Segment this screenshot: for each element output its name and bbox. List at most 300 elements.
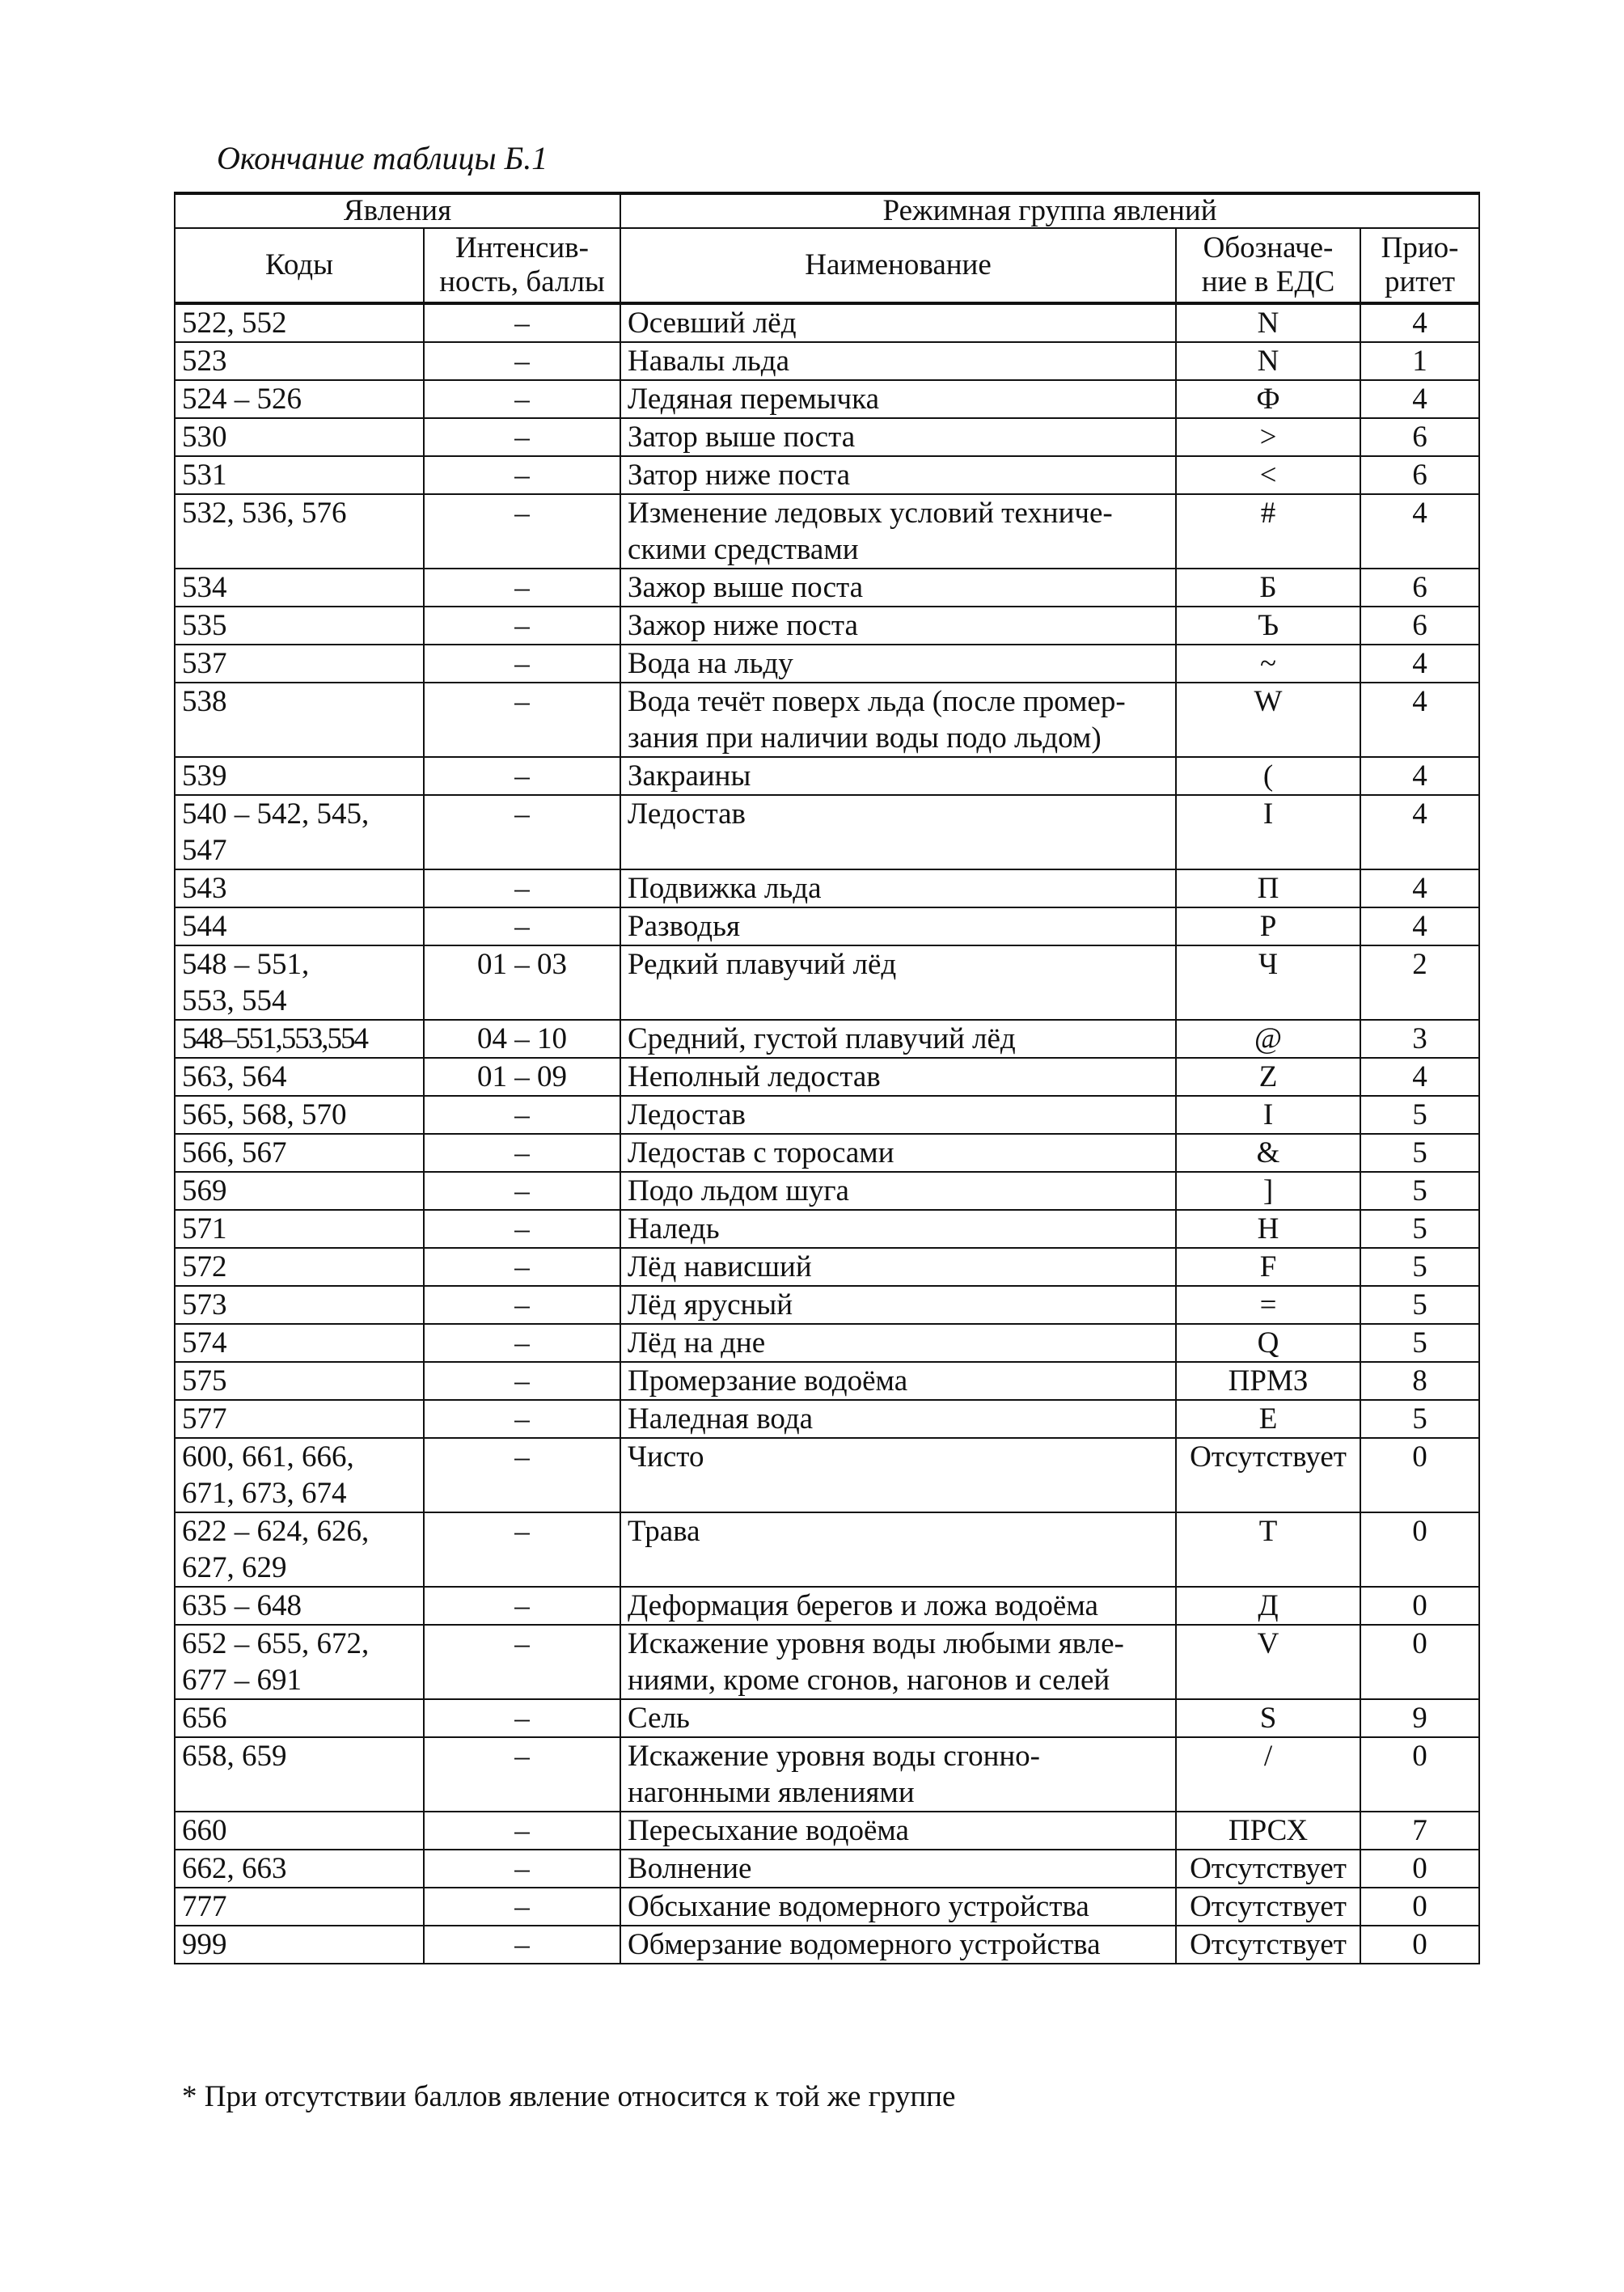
intensity-cell-line: 04 – 10 bbox=[477, 1022, 567, 1055]
symbol-cell bbox=[1176, 645, 1360, 683]
name-cell bbox=[620, 1850, 1176, 1888]
code-cell bbox=[175, 1512, 424, 1587]
code-cell bbox=[175, 1248, 424, 1286]
code-cell-line: 537 bbox=[182, 647, 227, 680]
intensity-cell bbox=[424, 1926, 620, 1964]
intensity-cell bbox=[424, 1812, 620, 1850]
intensity-cell bbox=[424, 1737, 620, 1812]
code-cell bbox=[175, 1210, 424, 1248]
symbol-cell bbox=[1176, 1512, 1360, 1587]
name-cell bbox=[620, 1058, 1176, 1096]
name-cell-line: Зажор выше поста bbox=[628, 571, 864, 604]
priority-cell-line: 5 bbox=[1412, 1212, 1427, 1245]
intensity-cell bbox=[424, 1625, 620, 1699]
symbol-cell-line: Отсутствует bbox=[1190, 1440, 1347, 1474]
symbol-cell-line: Z bbox=[1258, 1060, 1278, 1093]
symbol-cell bbox=[1176, 945, 1360, 1020]
priority-cell bbox=[1360, 1512, 1479, 1587]
symbol-cell bbox=[1176, 1888, 1360, 1926]
intensity-cell bbox=[424, 607, 620, 645]
name-cell-line: Зажор ниже поста bbox=[628, 609, 858, 642]
priority-cell-line: 5 bbox=[1412, 1174, 1427, 1207]
code-cell-line: 777 bbox=[182, 1890, 227, 1923]
header-phenomena: Явления bbox=[175, 193, 620, 228]
code-cell-line: 671, 673, 674 bbox=[182, 1477, 347, 1510]
symbol-cell bbox=[1176, 342, 1360, 380]
priority-cell-line: 0 bbox=[1412, 1890, 1427, 1923]
priority-cell-line: 0 bbox=[1412, 1740, 1427, 1773]
name-cell bbox=[620, 795, 1176, 869]
intensity-cell bbox=[424, 1850, 620, 1888]
name-cell bbox=[620, 1134, 1176, 1172]
symbol-cell bbox=[1176, 907, 1360, 945]
symbol-cell-line: > bbox=[1259, 421, 1277, 454]
name-cell-line: Ледостав bbox=[628, 797, 746, 831]
code-cell-line: 544 bbox=[182, 910, 227, 943]
code-cell bbox=[175, 757, 424, 795]
code-cell bbox=[175, 1096, 424, 1134]
symbol-cell-line: I bbox=[1262, 797, 1274, 831]
symbol-cell-line: ПРСХ bbox=[1228, 1814, 1309, 1847]
priority-cell-line: 5 bbox=[1412, 1136, 1427, 1169]
name-cell-line: Лёд нависший bbox=[628, 1250, 812, 1283]
symbol-cell bbox=[1176, 1058, 1360, 1096]
intensity-cell bbox=[424, 1096, 620, 1134]
name-cell bbox=[620, 1248, 1176, 1286]
table-caption: Окончание таблицы Б.1 bbox=[217, 140, 548, 176]
name-cell-line: Волнение bbox=[628, 1852, 752, 1885]
priority-cell bbox=[1360, 1020, 1479, 1058]
intensity-cell-line: – bbox=[514, 647, 530, 680]
header-priority-line1: Прио- bbox=[1381, 231, 1459, 264]
table-row bbox=[175, 1587, 1479, 1625]
symbol-cell-line: ] bbox=[1262, 1174, 1274, 1207]
name-cell-line: Ледостав с торосами bbox=[628, 1136, 894, 1169]
priority-cell-line: 4 bbox=[1412, 307, 1427, 340]
symbol-cell bbox=[1176, 1438, 1360, 1512]
code-cell-line: 600, 661, 666, bbox=[182, 1440, 354, 1474]
priority-cell-line: 8 bbox=[1412, 1364, 1427, 1398]
name-cell bbox=[620, 1210, 1176, 1248]
name-cell-line: Чисто bbox=[628, 1440, 704, 1474]
header-intensity bbox=[424, 228, 620, 303]
table-row bbox=[175, 1324, 1479, 1362]
intensity-cell bbox=[424, 1058, 620, 1096]
table-row bbox=[175, 1400, 1479, 1438]
priority-cell bbox=[1360, 1400, 1479, 1438]
priority-cell-line: 6 bbox=[1412, 459, 1427, 492]
symbol-cell-line: Б bbox=[1259, 571, 1277, 604]
name-cell bbox=[620, 494, 1176, 569]
priority-cell bbox=[1360, 494, 1479, 569]
priority-cell bbox=[1360, 795, 1479, 869]
name-cell-line: Наледь bbox=[628, 1212, 720, 1245]
code-cell-line: 563, 564 bbox=[182, 1060, 287, 1093]
intensity-cell-line: – bbox=[514, 307, 530, 340]
priority-cell-line: 4 bbox=[1412, 759, 1427, 793]
symbol-cell-line: Ф bbox=[1256, 383, 1280, 416]
priority-cell bbox=[1360, 1362, 1479, 1400]
table-row bbox=[175, 1286, 1479, 1324]
priority-cell-line: 6 bbox=[1412, 609, 1427, 642]
name-cell-line: Трава bbox=[628, 1515, 700, 1548]
intensity-cell bbox=[424, 1587, 620, 1625]
header-priority-line2: ритет bbox=[1384, 265, 1456, 298]
code-cell-line: 571 bbox=[182, 1212, 227, 1245]
priority-cell bbox=[1360, 869, 1479, 907]
intensity-cell-line: – bbox=[514, 1589, 530, 1622]
priority-cell-line: 4 bbox=[1412, 383, 1427, 416]
priority-cell bbox=[1360, 683, 1479, 757]
priority-cell bbox=[1360, 569, 1479, 607]
code-cell-line: 658, 659 bbox=[182, 1740, 287, 1773]
name-cell bbox=[620, 1737, 1176, 1812]
code-cell-line: 627, 629 bbox=[182, 1551, 287, 1584]
name-cell-line: Сель bbox=[628, 1702, 690, 1735]
code-cell bbox=[175, 494, 424, 569]
table-row bbox=[175, 1172, 1479, 1210]
priority-cell-line: 9 bbox=[1412, 1702, 1427, 1735]
name-cell bbox=[620, 418, 1176, 456]
code-cell-line: 532, 536, 576 bbox=[182, 497, 347, 530]
intensity-cell bbox=[424, 1020, 620, 1058]
table-row bbox=[175, 945, 1479, 1020]
intensity-cell-line: – bbox=[514, 1440, 530, 1474]
code-cell-line: 524 – 526 bbox=[182, 383, 302, 416]
table-row bbox=[175, 1058, 1479, 1096]
priority-cell bbox=[1360, 1210, 1479, 1248]
table-row bbox=[175, 1737, 1479, 1812]
name-cell bbox=[620, 456, 1176, 494]
intensity-cell bbox=[424, 1286, 620, 1324]
code-cell-line: 553, 554 bbox=[182, 984, 287, 1017]
symbol-cell bbox=[1176, 303, 1360, 342]
priority-cell-line: 4 bbox=[1412, 797, 1427, 831]
name-cell-line: Разводья bbox=[628, 910, 741, 943]
symbol-cell bbox=[1176, 456, 1360, 494]
intensity-cell bbox=[424, 380, 620, 418]
intensity-cell-line: 01 – 09 bbox=[477, 1060, 567, 1093]
header-name: Наименование bbox=[620, 228, 1176, 303]
priority-cell bbox=[1360, 342, 1479, 380]
table-row bbox=[175, 569, 1479, 607]
code-cell-line: 656 bbox=[182, 1702, 227, 1735]
symbol-cell bbox=[1176, 1587, 1360, 1625]
priority-cell bbox=[1360, 1888, 1479, 1926]
name-cell-line: Изменение ледовых условий техниче- bbox=[628, 497, 1113, 530]
intensity-cell bbox=[424, 945, 620, 1020]
code-cell bbox=[175, 1850, 424, 1888]
priority-cell bbox=[1360, 418, 1479, 456]
table-row bbox=[175, 1248, 1479, 1286]
table-row bbox=[175, 342, 1479, 380]
intensity-cell bbox=[424, 907, 620, 945]
name-cell-line: Вода на льду bbox=[628, 647, 793, 680]
symbol-cell-line: Ч bbox=[1258, 948, 1279, 981]
symbol-cell bbox=[1176, 1362, 1360, 1400]
symbol-cell-line: / bbox=[1263, 1740, 1273, 1773]
symbol-cell-line: П bbox=[1257, 872, 1279, 905]
code-cell bbox=[175, 1020, 424, 1058]
symbol-cell bbox=[1176, 1737, 1360, 1812]
code-cell-line: 660 bbox=[182, 1814, 227, 1847]
name-cell bbox=[620, 1324, 1176, 1362]
code-cell-line: 548–551,553,554 bbox=[182, 1022, 367, 1055]
code-cell-line: 530 bbox=[182, 421, 227, 454]
intensity-cell-line: – bbox=[514, 1702, 530, 1735]
symbol-cell-line: < bbox=[1259, 459, 1277, 492]
symbol-cell-line: Д bbox=[1258, 1589, 1279, 1622]
symbol-cell bbox=[1176, 1850, 1360, 1888]
name-cell bbox=[620, 1587, 1176, 1625]
code-cell-line: 547 bbox=[182, 834, 227, 867]
name-cell bbox=[620, 1812, 1176, 1850]
priority-cell-line: 1 bbox=[1412, 345, 1427, 378]
code-cell bbox=[175, 1286, 424, 1324]
name-cell-line: Подвижка льда bbox=[628, 872, 822, 905]
table-row bbox=[175, 645, 1479, 683]
name-cell bbox=[620, 1926, 1176, 1964]
name-cell bbox=[620, 1625, 1176, 1699]
name-cell bbox=[620, 1286, 1176, 1324]
symbol-cell bbox=[1176, 607, 1360, 645]
intensity-cell-line: – bbox=[514, 759, 530, 793]
table-row bbox=[175, 1926, 1479, 1964]
table-row bbox=[175, 303, 1479, 342]
name-cell-line: Вода течёт поверх льда (после промер- bbox=[628, 685, 1126, 718]
table-row bbox=[175, 869, 1479, 907]
code-cell bbox=[175, 1172, 424, 1210]
intensity-cell-line: – bbox=[514, 1852, 530, 1885]
name-cell-line: Навалы льда bbox=[628, 345, 790, 378]
table-row bbox=[175, 683, 1479, 757]
table-row bbox=[175, 795, 1479, 869]
code-cell-line: 538 bbox=[182, 685, 227, 718]
intensity-cell-line: – bbox=[514, 497, 530, 530]
symbol-cell bbox=[1176, 757, 1360, 795]
code-cell-line: 677 – 691 bbox=[182, 1664, 302, 1697]
code-cell bbox=[175, 1587, 424, 1625]
code-cell bbox=[175, 1888, 424, 1926]
table-row bbox=[175, 1096, 1479, 1134]
name-cell bbox=[620, 607, 1176, 645]
symbol-cell bbox=[1176, 1020, 1360, 1058]
code-cell-line: 531 bbox=[182, 459, 227, 492]
name-cell bbox=[620, 342, 1176, 380]
priority-cell-line: 6 bbox=[1412, 421, 1427, 454]
code-cell bbox=[175, 1362, 424, 1400]
priority-cell-line: 2 bbox=[1412, 948, 1427, 981]
priority-cell-line: 0 bbox=[1412, 1440, 1427, 1474]
symbol-cell-line: ~ bbox=[1260, 647, 1277, 680]
intensity-cell bbox=[424, 569, 620, 607]
table-row bbox=[175, 907, 1479, 945]
priority-cell bbox=[1360, 1096, 1479, 1134]
symbol-cell bbox=[1176, 418, 1360, 456]
name-cell-line: Затор ниже поста bbox=[628, 459, 850, 492]
priority-cell bbox=[1360, 456, 1479, 494]
name-cell-line: Осевший лёд bbox=[628, 307, 797, 340]
symbol-cell bbox=[1176, 1286, 1360, 1324]
code-cell bbox=[175, 607, 424, 645]
code-cell bbox=[175, 303, 424, 342]
footnote: * При отсутствии баллов явление относится к той же группе bbox=[182, 2080, 956, 2113]
code-cell bbox=[175, 569, 424, 607]
name-cell bbox=[620, 757, 1176, 795]
code-cell bbox=[175, 1134, 424, 1172]
code-cell bbox=[175, 1400, 424, 1438]
symbol-cell bbox=[1176, 1400, 1360, 1438]
priority-cell-line: 4 bbox=[1412, 647, 1427, 680]
name-cell bbox=[620, 1699, 1176, 1737]
intensity-cell-line: – bbox=[514, 1250, 530, 1283]
intensity-cell-line: – bbox=[514, 383, 530, 416]
code-cell-line: 573 bbox=[182, 1288, 227, 1321]
name-cell-line: Лёд на дне bbox=[628, 1326, 766, 1360]
table-row bbox=[175, 1625, 1479, 1699]
header-intensity-line2: ность, баллы bbox=[439, 265, 605, 298]
intensity-cell-line: – bbox=[514, 459, 530, 492]
code-cell-line: 548 – 551, bbox=[182, 948, 310, 981]
table-row bbox=[175, 418, 1479, 456]
symbol-cell-line: N bbox=[1257, 307, 1279, 340]
header-symbol-line2: ние в ЕДС bbox=[1201, 265, 1335, 298]
intensity-cell-line: – bbox=[514, 571, 530, 604]
table-row bbox=[175, 1134, 1479, 1172]
name-cell-line: Лёд ярусный bbox=[628, 1288, 793, 1321]
intensity-cell bbox=[424, 303, 620, 342]
name-cell bbox=[620, 869, 1176, 907]
priority-cell-line: 5 bbox=[1412, 1326, 1427, 1360]
code-cell bbox=[175, 342, 424, 380]
table-row bbox=[175, 494, 1479, 569]
symbol-cell-line: = bbox=[1259, 1288, 1277, 1321]
symbol-cell-line: E bbox=[1258, 1402, 1278, 1436]
priority-cell-line: 4 bbox=[1412, 872, 1427, 905]
header-symbol bbox=[1176, 228, 1360, 303]
header-column-row bbox=[175, 228, 1479, 303]
code-cell bbox=[175, 1699, 424, 1737]
intensity-cell-line: – bbox=[514, 910, 530, 943]
symbol-cell bbox=[1176, 569, 1360, 607]
intensity-cell-line: – bbox=[514, 345, 530, 378]
intensity-cell-line: – bbox=[514, 1364, 530, 1398]
name-cell bbox=[620, 683, 1176, 757]
name-cell bbox=[620, 1438, 1176, 1512]
priority-cell-line: 4 bbox=[1412, 497, 1427, 530]
symbol-cell bbox=[1176, 1096, 1360, 1134]
table-row bbox=[175, 1020, 1479, 1058]
table-row bbox=[175, 1210, 1479, 1248]
code-cell-line: 572 bbox=[182, 1250, 227, 1283]
code-cell bbox=[175, 683, 424, 757]
code-cell-line: 566, 567 bbox=[182, 1136, 287, 1169]
name-cell bbox=[620, 645, 1176, 683]
code-cell-line: 575 bbox=[182, 1364, 227, 1398]
header-regime-group: Режимная группа явлений bbox=[620, 193, 1479, 228]
symbol-cell-line: F bbox=[1259, 1250, 1277, 1283]
intensity-cell-line: 01 – 03 bbox=[477, 948, 567, 981]
code-cell-line: 574 bbox=[182, 1326, 227, 1360]
name-cell bbox=[620, 945, 1176, 1020]
table-row bbox=[175, 1850, 1479, 1888]
priority-cell bbox=[1360, 1058, 1479, 1096]
name-cell bbox=[620, 569, 1176, 607]
table-row bbox=[175, 456, 1479, 494]
intensity-cell bbox=[424, 494, 620, 569]
table-row bbox=[175, 607, 1479, 645]
code-cell-line: 577 bbox=[182, 1402, 227, 1436]
name-cell-line: скими средствами bbox=[628, 533, 859, 566]
priority-cell bbox=[1360, 1587, 1479, 1625]
symbol-cell bbox=[1176, 869, 1360, 907]
priority-cell-line: 4 bbox=[1412, 685, 1427, 718]
code-cell bbox=[175, 645, 424, 683]
priority-cell bbox=[1360, 1438, 1479, 1512]
table-row bbox=[175, 1699, 1479, 1737]
priority-cell bbox=[1360, 303, 1479, 342]
code-cell bbox=[175, 380, 424, 418]
symbol-cell bbox=[1176, 1812, 1360, 1850]
priority-cell bbox=[1360, 907, 1479, 945]
intensity-cell bbox=[424, 1134, 620, 1172]
intensity-cell bbox=[424, 869, 620, 907]
name-cell bbox=[620, 1400, 1176, 1438]
phenomena-table bbox=[174, 192, 1480, 1964]
intensity-cell bbox=[424, 1172, 620, 1210]
intensity-cell bbox=[424, 1362, 620, 1400]
symbol-cell bbox=[1176, 1172, 1360, 1210]
name-cell-line: зания при наличии воды подо льдом) bbox=[628, 721, 1102, 755]
name-cell-line: Обмерзание водомерного устройства bbox=[628, 1928, 1101, 1961]
intensity-cell-line: – bbox=[514, 1402, 530, 1436]
intensity-cell bbox=[424, 1512, 620, 1587]
header-priority bbox=[1360, 228, 1479, 303]
symbol-cell bbox=[1176, 1134, 1360, 1172]
symbol-cell bbox=[1176, 494, 1360, 569]
symbol-cell bbox=[1176, 1210, 1360, 1248]
intensity-cell-line: – bbox=[514, 421, 530, 454]
intensity-cell bbox=[424, 645, 620, 683]
code-cell bbox=[175, 1737, 424, 1812]
code-cell bbox=[175, 1058, 424, 1096]
symbol-cell bbox=[1176, 1625, 1360, 1699]
priority-cell-line: 7 bbox=[1412, 1814, 1427, 1847]
code-cell bbox=[175, 869, 424, 907]
priority-cell-line: 0 bbox=[1412, 1928, 1427, 1961]
intensity-cell-line: – bbox=[514, 609, 530, 642]
table-row bbox=[175, 380, 1479, 418]
symbol-cell-line: V bbox=[1257, 1627, 1279, 1660]
code-cell-line: 534 bbox=[182, 571, 227, 604]
name-cell bbox=[620, 1362, 1176, 1400]
table-row bbox=[175, 757, 1479, 795]
intensity-cell bbox=[424, 757, 620, 795]
priority-cell bbox=[1360, 1286, 1479, 1324]
priority-cell bbox=[1360, 1926, 1479, 1964]
priority-cell bbox=[1360, 1737, 1479, 1812]
name-cell bbox=[620, 1172, 1176, 1210]
intensity-cell-line: – bbox=[514, 1098, 530, 1131]
code-cell bbox=[175, 1625, 424, 1699]
name-cell-line: Средний, густой плавучий лёд bbox=[628, 1022, 1016, 1055]
code-cell bbox=[175, 1324, 424, 1362]
symbol-cell-line: @ bbox=[1254, 1022, 1283, 1055]
symbol-cell-line: Р bbox=[1259, 910, 1277, 943]
priority-cell-line: 3 bbox=[1412, 1022, 1427, 1055]
intensity-cell-line: – bbox=[514, 1174, 530, 1207]
name-cell-line: Обсыхание водомерного устройства bbox=[628, 1890, 1089, 1923]
